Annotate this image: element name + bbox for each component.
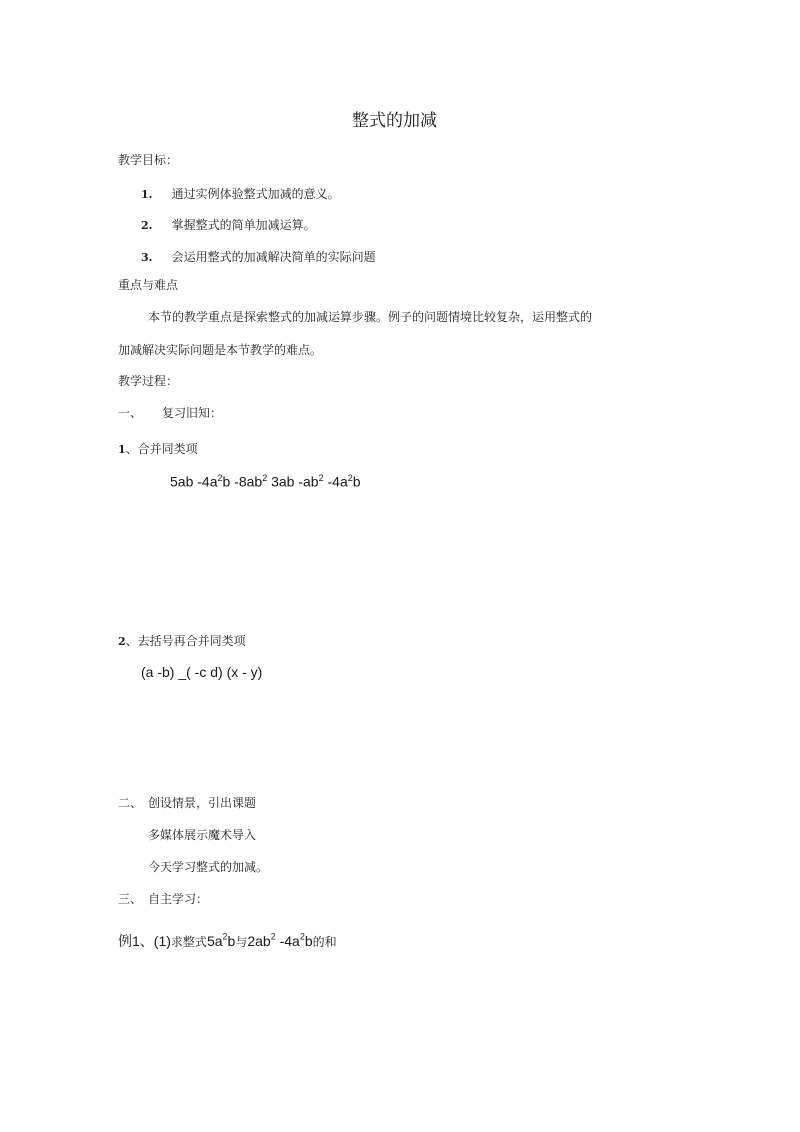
example-expr: 2ab [247,933,271,949]
goal-item-2 [141,214,316,233]
example-expr: b [227,933,236,949]
question-number: 2 [118,635,126,648]
exponent: 2 [318,473,324,483]
page-title: 整式的加减 [352,111,437,131]
exponent: 2 [222,931,228,942]
example-text: 求整式 [170,935,207,949]
question-number: 1 [118,443,126,456]
section-2-line-1: 多媒体展示魔术导入 [148,828,257,842]
goal-item-1 [141,183,340,202]
goal-text: 会运用整式的加减解决简单的实际问题 [171,250,376,264]
question-text: 、去括号再合并同类项 [125,634,246,648]
expression-1 [170,470,361,490]
goal-text: 掌握整式的简单加减运算。 [171,218,316,232]
example-text: 的和 [312,935,337,949]
expression-2: (a -b) _( -c d) (x - y) [141,664,263,680]
example-1 [118,931,337,950]
goal-number: 2. [141,219,153,232]
example-separator: 、 [139,934,154,950]
section-1-number: 一、 [118,406,143,420]
exponent: 2 [270,931,276,942]
expr-segment: 3ab -ab [267,473,319,490]
keypoints-heading: 重点与难点 [118,278,179,292]
section-3-number: 三、 [118,892,143,906]
process-heading: 教学过程： [118,374,179,388]
example-part: (1) [153,933,171,949]
section-3-title: 自主学习： [148,892,209,906]
question-2 [118,630,246,649]
section-2-title: 创设情景，引出课题 [148,796,257,810]
goal-number: 1. [141,188,153,201]
expr-segment: b -8ab [222,473,263,490]
exponent: 2 [262,473,268,483]
keypoints-line-2: 加减解决实际问题是本节教学的难点。 [118,343,323,357]
question-1 [118,438,198,457]
example-prefix: 例 [118,934,132,950]
example-expr: -4a [275,933,300,949]
expr-segment: 5ab -4a [170,473,218,490]
goal-number: 3. [141,251,153,264]
example-number: 1 [132,933,140,949]
expr-segment: -4a [323,473,348,490]
goals-heading: 教学目标： [118,153,179,167]
section-2-number: 二、 [118,796,143,810]
expr-segment: b [352,473,361,490]
exponent: 2 [347,473,353,483]
question-text: 、合并同类项 [125,442,198,456]
keypoints-line-1: 本节的教学重点是探索整式的加减运算步骤。例子的问题情境比较复杂，运用整式的 [148,310,593,324]
example-expr: b [304,933,313,949]
exponent: 2 [299,931,305,942]
goal-item-3 [141,246,376,265]
exponent: 2 [217,473,223,483]
example-text: 与 [235,935,248,949]
example-expr: 5a [206,933,223,949]
goal-text: 通过实例体验整式加减的意义。 [171,187,340,201]
section-2-line-2: 今天学习整式的加减。 [148,860,269,874]
section-1-title: 复习旧知： [162,406,223,420]
